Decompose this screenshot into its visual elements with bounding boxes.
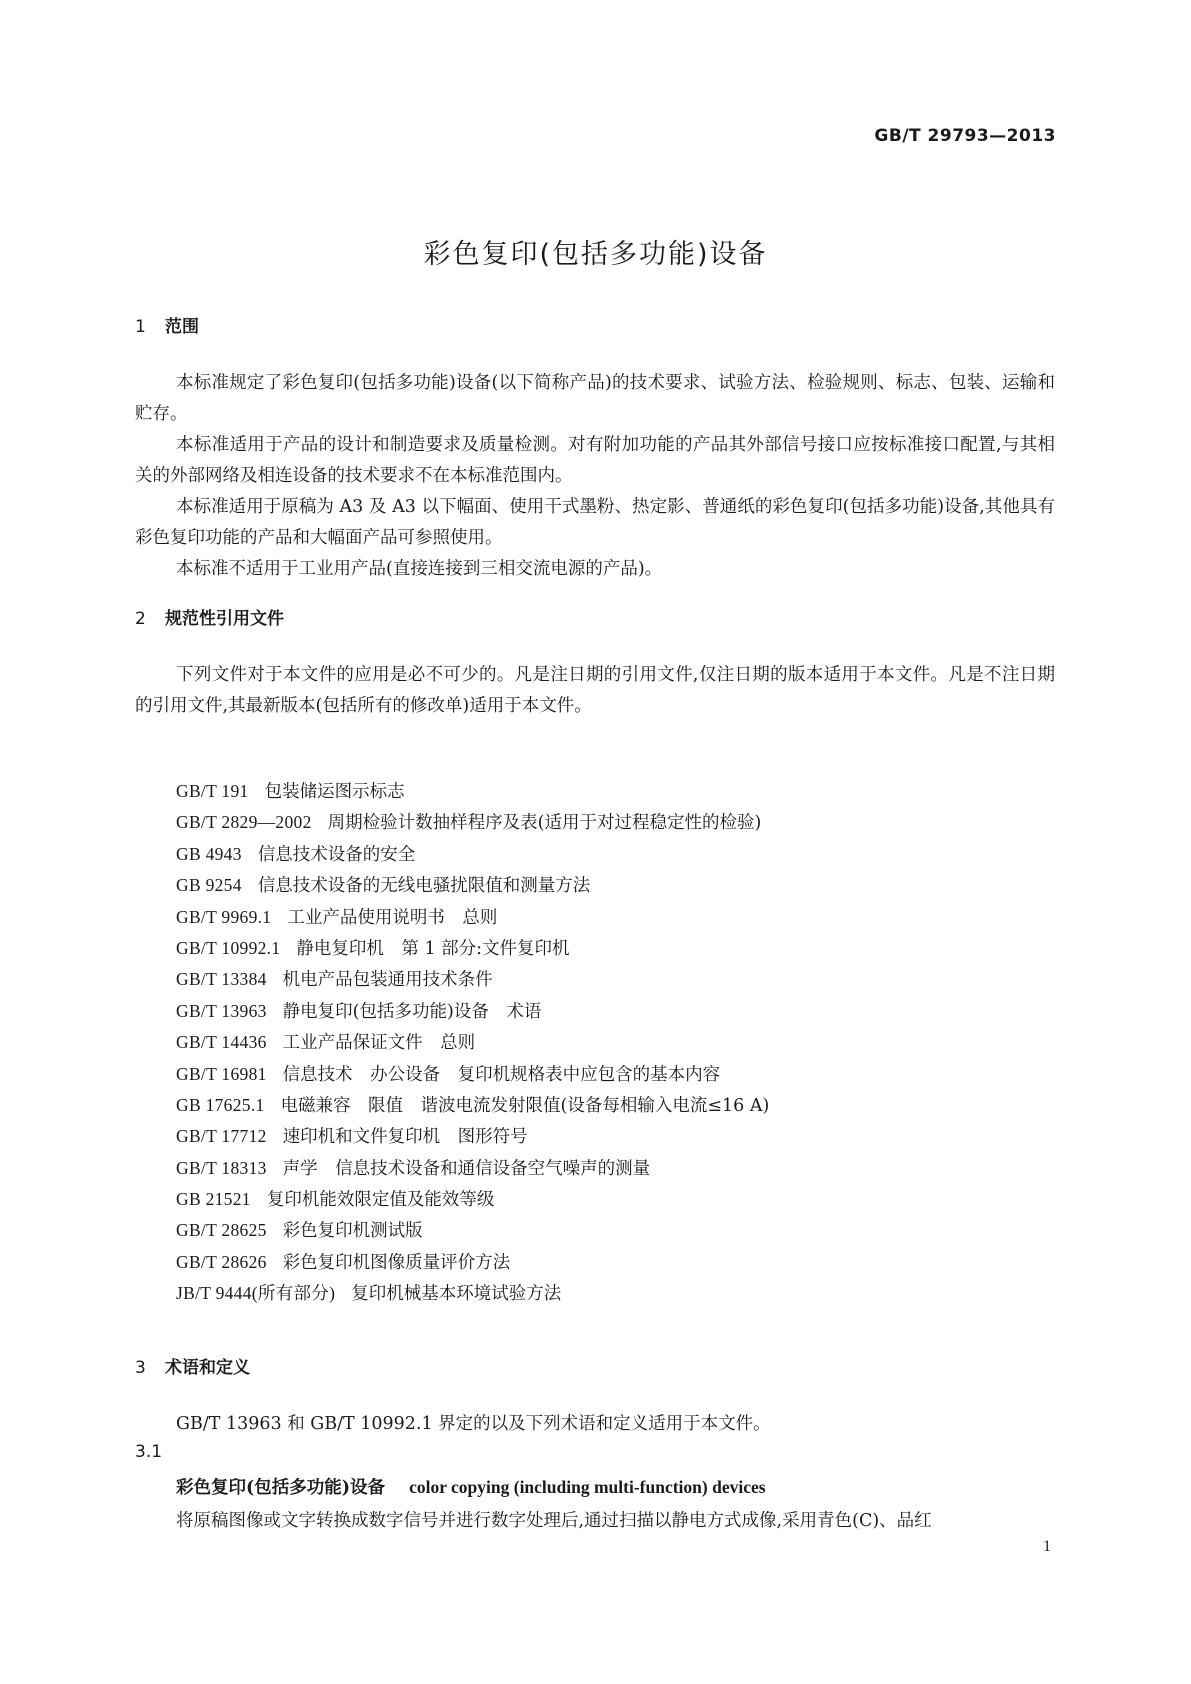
- reference-title: 速印机和文件复印机 图形符号: [282, 1127, 528, 1148]
- reference-code: JB/T 9444(所有部分): [176, 1283, 336, 1304]
- reference-code: GB/T 2829—2002: [176, 812, 312, 833]
- reference-title: 复印机能效限定值及能效等级: [266, 1190, 495, 1211]
- reference-code: GB/T 191: [176, 781, 249, 801]
- reference-title: 静电复印机 第 1 部分:文件复印机: [296, 938, 570, 959]
- section-number: 3: [135, 1358, 146, 1378]
- reference-title: 电磁兼容 限值 谐波电流发射限值(设备每相输入电流≤16 A): [280, 1095, 770, 1116]
- reference-code: GB 21521: [176, 1189, 251, 1210]
- paragraph: 本标准适用于产品的设计和制造要求及质量检测。对有附加功能的产品其外部信号接口应按标准接口配置,与其相关的外部网络及相连设备的技术要求不在本标准范围内。: [135, 435, 1055, 486]
- reference-item: [176, 839, 769, 870]
- reference-title: 信息技术 办公设备 复印机规格表中应包含的基本内容: [282, 1064, 721, 1085]
- reference-item: [176, 1121, 769, 1152]
- section-title: 范围: [165, 317, 199, 337]
- reference-item: [176, 1278, 769, 1309]
- reference-title: 彩色复印机测试版: [282, 1221, 423, 1242]
- reference-title: 信息技术设备的安全: [257, 844, 416, 865]
- section-3-heading: [135, 1353, 250, 1378]
- reference-title: 工业产品保证文件 总则: [282, 1033, 476, 1054]
- term-entry: [176, 1474, 766, 1499]
- term-chinese: 彩色复印(包括多功能)设备: [176, 1478, 386, 1498]
- section-1-heading: [135, 312, 199, 337]
- reference-code: GB/T 10992.1: [176, 937, 281, 958]
- reference-item: [176, 807, 769, 838]
- reference-title: 声学 信息技术设备和通信设备空气噪声的测量: [282, 1158, 651, 1179]
- reference-code: GB/T 28626: [176, 1251, 267, 1272]
- section-title: 规范性引用文件: [165, 609, 284, 629]
- reference-item: [176, 1090, 769, 1121]
- reference-item: [176, 1153, 769, 1184]
- reference-code: GB/T 14436: [176, 1032, 267, 1053]
- term-definition: 将原稿图像或文字转换成数字信号并进行数字处理后,通过扫描以静电方式成像,采用青色(C)、品红: [176, 1511, 932, 1531]
- reference-title: 机电产品包装通用技术条件: [282, 970, 493, 991]
- standard-code: GB/T 29793—2013: [874, 126, 1056, 146]
- reference-code: GB/T 13384: [176, 969, 267, 990]
- document-title: 彩色复印(包括多功能)设备: [423, 239, 768, 270]
- reference-code: GB/T 9969.1: [176, 906, 272, 927]
- paragraph: GB/T 13963 和 GB/T 10992.1 界定的以及下列术语和定义适用于本文件。: [176, 1414, 771, 1434]
- section-number: 2: [135, 609, 146, 629]
- reference-title: 工业产品使用说明书 总则: [287, 907, 498, 928]
- reference-code: GB/T 28625: [176, 1220, 267, 1241]
- reference-code: GB 17625.1: [176, 1094, 265, 1115]
- paragraph: 本标准不适用于工业用产品(直接连接到三相交流电源的产品)。: [176, 559, 663, 579]
- reference-item: [176, 1059, 769, 1090]
- reference-code: GB 9254: [176, 875, 242, 896]
- section-number: 1: [135, 317, 146, 337]
- reference-item: [176, 933, 769, 964]
- reference-code: GB/T 18313: [176, 1157, 267, 1178]
- reference-item: [176, 964, 769, 995]
- reference-code: GB/T 13963: [176, 1000, 267, 1021]
- reference-code: GB/T 17712: [176, 1126, 267, 1147]
- paragraph: 下列文件对于本文件的应用是必不可少的。凡是注日期的引用文件,仅注日期的版本适用于本文件。凡是不注日期的引用文件,其最新版本(包括所有的修改单)适用于本文件。: [135, 665, 1055, 716]
- normative-references-list: [176, 776, 769, 1310]
- reference-title: 包装储运图示标志: [264, 782, 405, 802]
- reference-item: [176, 902, 769, 933]
- reference-title: 复印机械基本环境试验方法: [351, 1284, 562, 1305]
- reference-title: 彩色复印机图像质量评价方法: [282, 1252, 511, 1273]
- reference-code: GB/T 16981: [176, 1063, 267, 1084]
- paragraph: 本标准规定了彩色复印(包括多功能)设备(以下简称产品)的技术要求、试验方法、检验规则、标志、包装、运输和贮存。: [135, 373, 1055, 424]
- reference-item: [176, 996, 769, 1027]
- term-english: color copying (including multi-function) devices: [409, 1477, 766, 1497]
- reference-item: [176, 1184, 769, 1215]
- paragraph: 本标准适用于原稿为 A3 及 A3 以下幅面、使用干式墨粉、热定影、普通纸的彩色复印(包括多功能)设备,其他具有彩色复印功能的产品和大幅面产品可参照使用。: [135, 497, 1055, 548]
- clause-number: 3.1: [135, 1442, 163, 1462]
- reference-title: 信息技术设备的无线电骚扰限值和测量方法: [257, 876, 591, 897]
- reference-item: [176, 1247, 769, 1278]
- section-2-heading: [135, 604, 284, 629]
- reference-title: 周期检验计数抽样程序及表(适用于对过程稳定性的检验): [327, 813, 762, 834]
- reference-title: 静电复印(包括多功能)设备 术语: [282, 1001, 542, 1022]
- reference-code: GB 4943: [176, 843, 242, 864]
- reference-item: [176, 1027, 769, 1058]
- section-title: 术语和定义: [165, 1358, 250, 1378]
- reference-item: [176, 1215, 769, 1246]
- reference-item: [176, 870, 769, 901]
- reference-item: [176, 776, 769, 807]
- page-number: 1: [1043, 1538, 1051, 1555]
